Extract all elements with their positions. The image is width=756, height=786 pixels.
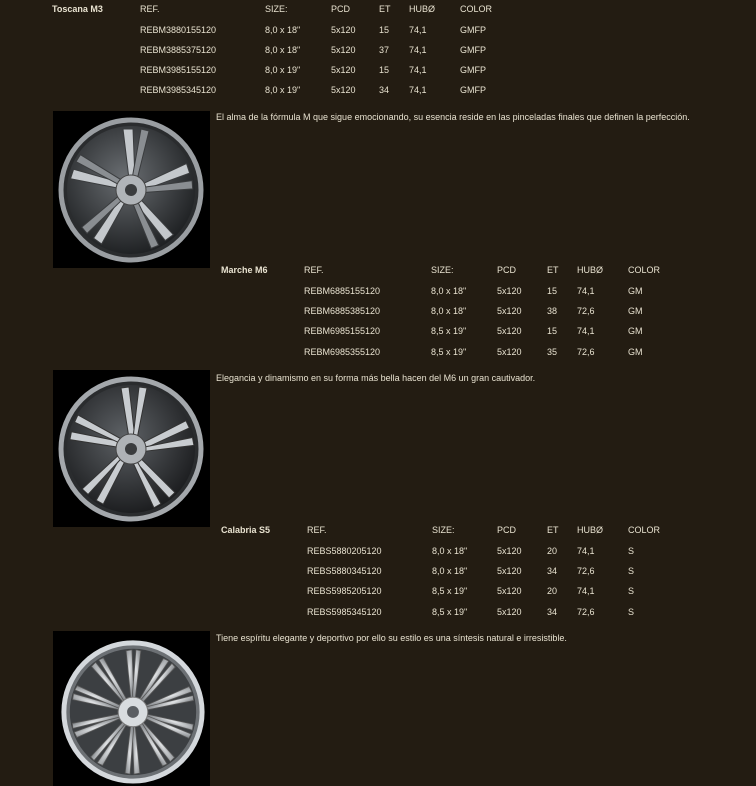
cell-ref: REBM6985355120 — [304, 347, 381, 357]
cell-color: GM — [628, 286, 643, 296]
cell-ref: REBM6985155120 — [304, 326, 381, 336]
header-color: COLOR — [460, 4, 493, 14]
header-pcd: PCD — [497, 265, 517, 275]
cell-color: S — [628, 566, 635, 576]
cell-size: 8,0 x 19" — [265, 65, 301, 75]
cell-et: 15 — [547, 326, 558, 336]
cell-ref: REBM6885385120 — [304, 306, 381, 316]
cell-et: 34 — [547, 566, 558, 576]
product-description: Tiene espíritu elegante y deportivo por ello su estilo es una síntesis natural e irresistible. — [216, 633, 567, 643]
cell-et: 15 — [379, 25, 390, 35]
cell-ref: REBM3880155120 — [140, 25, 217, 35]
cell-hub: 72,6 — [577, 607, 595, 617]
cell-et: 35 — [547, 347, 558, 357]
wheel-image — [53, 370, 210, 527]
cell-ref: REBS5880345120 — [307, 566, 382, 576]
cell-hub: 72,6 — [577, 347, 595, 357]
cell-et: 34 — [379, 85, 390, 95]
header-et: ET — [379, 4, 391, 14]
wheel-image — [53, 631, 210, 786]
header-pcd: PCD — [331, 4, 351, 14]
cell-color: GMFP — [460, 25, 486, 35]
product-description: Elegancia y dinamismo en su forma más bella hacen del M6 un gran cautivador. — [216, 373, 536, 383]
header-size: SIZE: — [432, 525, 455, 535]
cell-color: S — [628, 607, 635, 617]
cell-ref: REBM6885155120 — [304, 286, 381, 296]
header-hub: HUBØ — [577, 525, 604, 535]
header-et: ET — [547, 525, 559, 535]
header-color: COLOR — [628, 265, 661, 275]
cell-size: 8,5 x 19" — [432, 607, 468, 617]
header-ref: REF. — [307, 525, 327, 535]
cell-ref: REBS5880205120 — [307, 546, 382, 556]
cell-ref: REBS5985345120 — [307, 607, 382, 617]
cell-color: GM — [628, 326, 643, 336]
cell-pcd: 5x120 — [331, 45, 356, 55]
cell-pcd: 5x120 — [331, 65, 356, 75]
cell-size: 8,0 x 18" — [432, 566, 468, 576]
cell-pcd: 5x120 — [497, 347, 522, 357]
product-name: Toscana M3 — [52, 4, 103, 14]
cell-color: GM — [628, 347, 643, 357]
cell-color: GM — [628, 306, 643, 316]
cell-ref: REBM3885375120 — [140, 45, 217, 55]
cell-pcd: 5x120 — [497, 607, 522, 617]
cell-color: S — [628, 586, 635, 596]
product-description: El alma de la fórmula M que sigue emocionando, su esencia reside en las pinceladas finales que definen la perfección. — [216, 112, 690, 122]
cell-size: 8,0 x 18" — [431, 286, 467, 296]
cell-hub: 72,6 — [577, 306, 595, 316]
cell-color: GMFP — [460, 65, 486, 75]
header-hub: HUBØ — [409, 4, 436, 14]
cell-pcd: 5x120 — [497, 546, 522, 556]
cell-ref: REBM3985345120 — [140, 85, 217, 95]
cell-size: 8,5 x 19" — [431, 326, 467, 336]
cell-pcd: 5x120 — [497, 586, 522, 596]
cell-color: GMFP — [460, 85, 486, 95]
header-hub: HUBØ — [577, 265, 604, 275]
cell-hub: 74,1 — [577, 586, 595, 596]
cell-hub: 74,1 — [409, 85, 427, 95]
cell-hub: 74,1 — [577, 326, 595, 336]
header-size: SIZE: — [431, 265, 454, 275]
cell-et: 34 — [547, 607, 558, 617]
cell-et: 38 — [547, 306, 558, 316]
cell-pcd: 5x120 — [497, 566, 522, 576]
product-name: Calabria S5 — [221, 525, 271, 535]
header-ref: REF. — [140, 4, 160, 14]
cell-hub: 74,1 — [409, 65, 427, 75]
cell-pcd: 5x120 — [497, 306, 522, 316]
cell-hub: 74,1 — [409, 45, 427, 55]
cell-pcd: 5x120 — [331, 85, 356, 95]
cell-size: 8,0 x 18" — [265, 25, 301, 35]
cell-color: GMFP — [460, 45, 486, 55]
cell-size: 8,0 x 18" — [431, 306, 467, 316]
cell-ref: REBM3985155120 — [140, 65, 217, 75]
cell-size: 8,0 x 19" — [265, 85, 301, 95]
wheel-image — [53, 111, 210, 268]
cell-size: 8,5 x 19" — [432, 586, 468, 596]
cell-et: 15 — [547, 286, 558, 296]
header-color: COLOR — [628, 525, 661, 535]
cell-size: 8,0 x 18" — [265, 45, 301, 55]
header-pcd: PCD — [497, 525, 517, 535]
cell-hub: 74,1 — [409, 25, 427, 35]
cell-et: 15 — [379, 65, 390, 75]
header-size: SIZE: — [265, 4, 288, 14]
cell-pcd: 5x120 — [331, 25, 356, 35]
cell-color: S — [628, 546, 635, 556]
header-ref: REF. — [304, 265, 324, 275]
cell-ref: REBS5985205120 — [307, 586, 382, 596]
header-et: ET — [547, 265, 559, 275]
cell-pcd: 5x120 — [497, 326, 522, 336]
cell-hub: 74,1 — [577, 286, 595, 296]
cell-et: 37 — [379, 45, 390, 55]
cell-hub: 74,1 — [577, 546, 595, 556]
cell-hub: 72,6 — [577, 566, 595, 576]
cell-size: 8,0 x 18" — [432, 546, 468, 556]
cell-pcd: 5x120 — [497, 286, 522, 296]
cell-size: 8,5 x 19" — [431, 347, 467, 357]
cell-et: 20 — [547, 586, 558, 596]
cell-et: 20 — [547, 546, 558, 556]
product-name: Marche M6 — [221, 265, 268, 275]
